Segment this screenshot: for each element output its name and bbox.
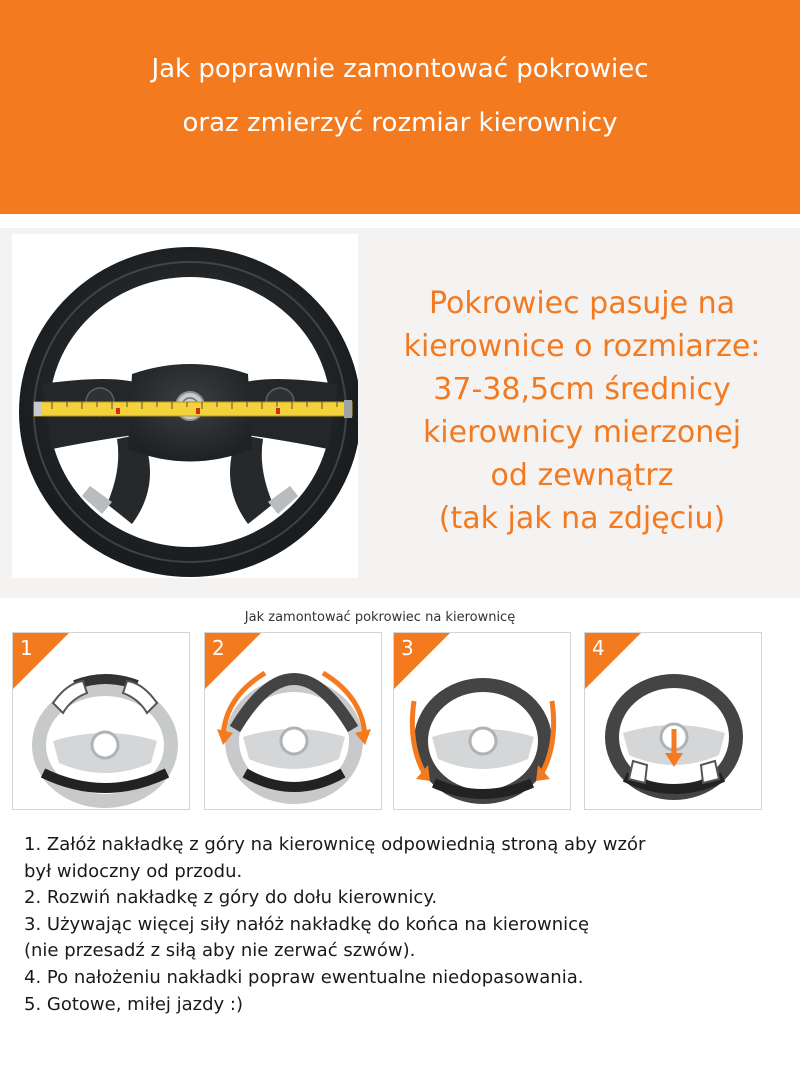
instruction-line: (nie przesadź z siłą aby nie zerwać szwów).: [24, 940, 416, 962]
size-info-line: Pokrowiec pasuje na: [429, 286, 735, 321]
step-card-1: [12, 632, 190, 810]
steering-wheel-measure-icon: [12, 234, 358, 578]
step-card-3: [393, 632, 571, 810]
steering-wheel-photo: [12, 234, 358, 578]
instruction-line: 1. Załóż nakładkę z góry na kierownicę odpowiednią stroną aby wzór: [24, 834, 646, 855]
step-number: 4: [592, 636, 605, 660]
step-number: 3: [401, 636, 414, 660]
size-info-line: kierownice o rozmiarze:: [403, 329, 761, 364]
size-info-line: od zewnątrz: [490, 458, 674, 493]
instruction-line: był widoczny od przodu.: [24, 860, 243, 882]
steps-title: Jak zamontować pokrowiec na kierownicę: [244, 610, 516, 625]
step-card-2: [204, 632, 382, 810]
instruction-line: 4. Po nałożeniu nakładki popraw ewentualne niedopasowania.: [24, 966, 584, 988]
size-info-line: kierownicy mierzonej: [422, 415, 742, 450]
header-banner: [0, 0, 800, 214]
page-title-line-2: oraz zmierzyć rozmiar kierownicy: [182, 108, 618, 138]
step-number: 2: [212, 636, 225, 660]
instruction-line: 3. Używając więcej siły nałóż nakładkę do końca na kierownicę: [24, 913, 590, 935]
page-title-line-1: Jak poprawnie zamontować pokrowiec: [151, 54, 649, 84]
step-card-4: [584, 632, 762, 810]
instruction-line: 5. Gotowe, miłej jazdy :): [24, 993, 243, 1015]
instruction-line: 2. Rozwiń nakładkę z góry do dołu kierownicy.: [24, 887, 438, 909]
size-info-line: (tak jak na zdjęciu): [438, 501, 726, 536]
instructions-list: [24, 832, 784, 1018]
size-info-line: 37-38,5cm średnicy: [433, 372, 731, 407]
size-info: [372, 282, 792, 540]
step-number: 1: [20, 636, 33, 660]
